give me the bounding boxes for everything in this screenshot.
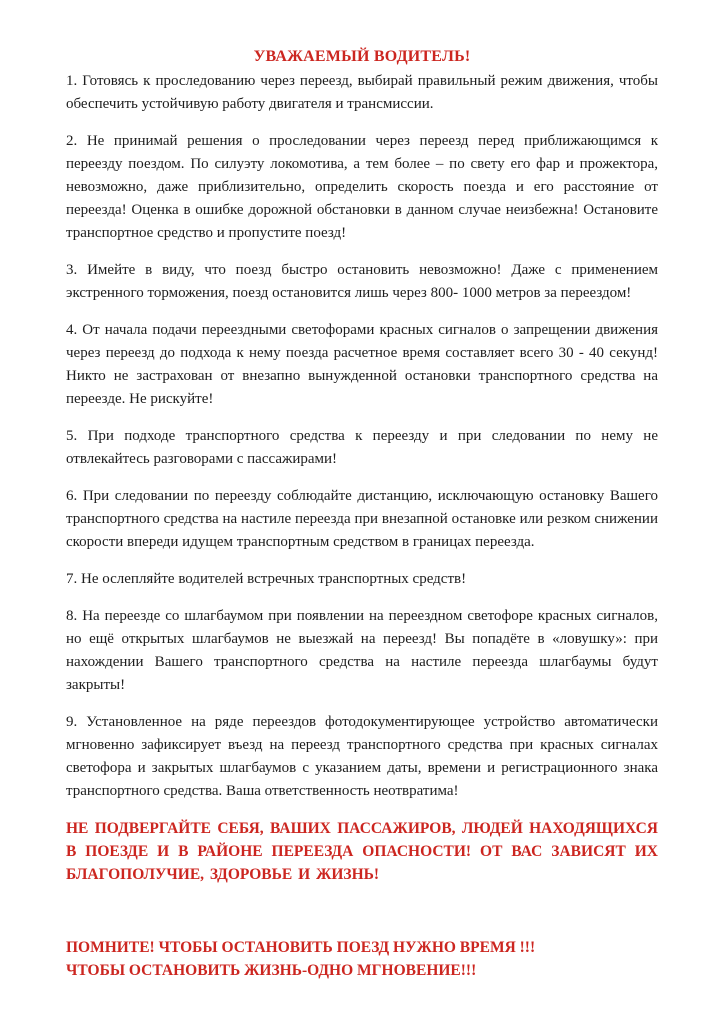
paragraph-9: 9. Установленное на ряде переездов фотодокументирующее устройство автоматически мгновенно зафиксирует въезд на переезд транспортного средства при красных сигналах светофора и закрытых шлагбаумов с указанием даты, времени и регистрационного знака транспортного средства. Ваша ответственность неотвратима!: [66, 714, 658, 799]
paragraph-2: 2. Не принимай решения о проследовании через переезд перед приближающимся к переезду поездом. По силуэту локомотива, а тем более – по свету его фар и прожектора, невозможно, даже приблизительно, определить скорость поезда и его расстояние от переезда! Оценка в ошибке дорожной обстановки в данном случае неизбежна! Остановите транспортное средство и пропустите поезд!: [66, 133, 658, 241]
paragraph-8: 8. На переезде со шлагбаумом при появлении на переездном светофоре красных сигналов, но ещё открытых шлагбаумов не выезжай на переезд! Вы попадёте в «ловушку»: при нахождении Вашего транспортного средства на настиле переезда шлагбаумы будут закрыты!: [66, 608, 658, 693]
warning-remember-line-1: ПОМНИТЕ! ЧТОБЫ ОСТАНОВИТЬ ПОЕЗД НУЖНО ВРЕМЯ !!!: [66, 939, 536, 956]
paragraph-4: 4. От начала подачи переездными светофорами красных сигналов о запрещении движения через переезд до подхода к нему поезда расчетное время составляет всего 30 - 40 секунд! Никто не застрахован от внезапно вынужденной остановки транспортного средства на переезде. Не рискуйте!: [66, 322, 658, 407]
paragraph-1: 1. Готовясь к проследованию через переезд, выбирай правильный режим движения, чтобы обеспечить устойчивую работу двигателя и трансмиссии.: [66, 73, 658, 112]
warning-danger-text: НЕ ПОДВЕРГАЙТЕ СЕБЯ, ВАШИХ ПАССАЖИРОВ, ЛЮДЕЙ НАХОДЯЩИХСЯ В ПОЕЗДЕ И В РАЙОНЕ ПЕРЕЕЗДА ОПАСНОСТИ! ОТ ВАС ЗАВИСЯТ ИХ БЛАГОПОЛУЧИЕ, ЗДОРОВЬЕ И ЖИЗНЬ!: [66, 820, 658, 883]
paragraph-3: 3. Имейте в виду, что поезд быстро остановить невозможно! Даже с применением экстренного торможения, поезд остановится лишь через 800- 1000 метров за переездом!: [66, 262, 658, 301]
paragraph-5: 5. При подходе транспортного средства к переезду и при следовании по нему не отвлекайтесь разговорами с пассажирами!: [66, 428, 658, 467]
warning-remember-line-2: ЧТОБЫ ОСТАНОВИТЬ ЖИЗНЬ-ОДНО МГНОВЕНИЕ!!!: [66, 962, 477, 979]
paragraph-6: 6. При следовании по переезду соблюдайте дистанцию, исключающую остановку Вашего транспортного средства на настиле переезда при внезапной остановке или резком снижении скорости впереди идущем транспортным средством в границах переезда.: [66, 488, 658, 550]
paragraph-7: 7. Не ослепляйте водителей встречных транспортных средств!: [66, 571, 467, 587]
warning-remember-block: [66, 936, 658, 982]
page-title: УВАЖАЕМЫЙ ВОДИТЕЛЬ!: [253, 48, 471, 65]
